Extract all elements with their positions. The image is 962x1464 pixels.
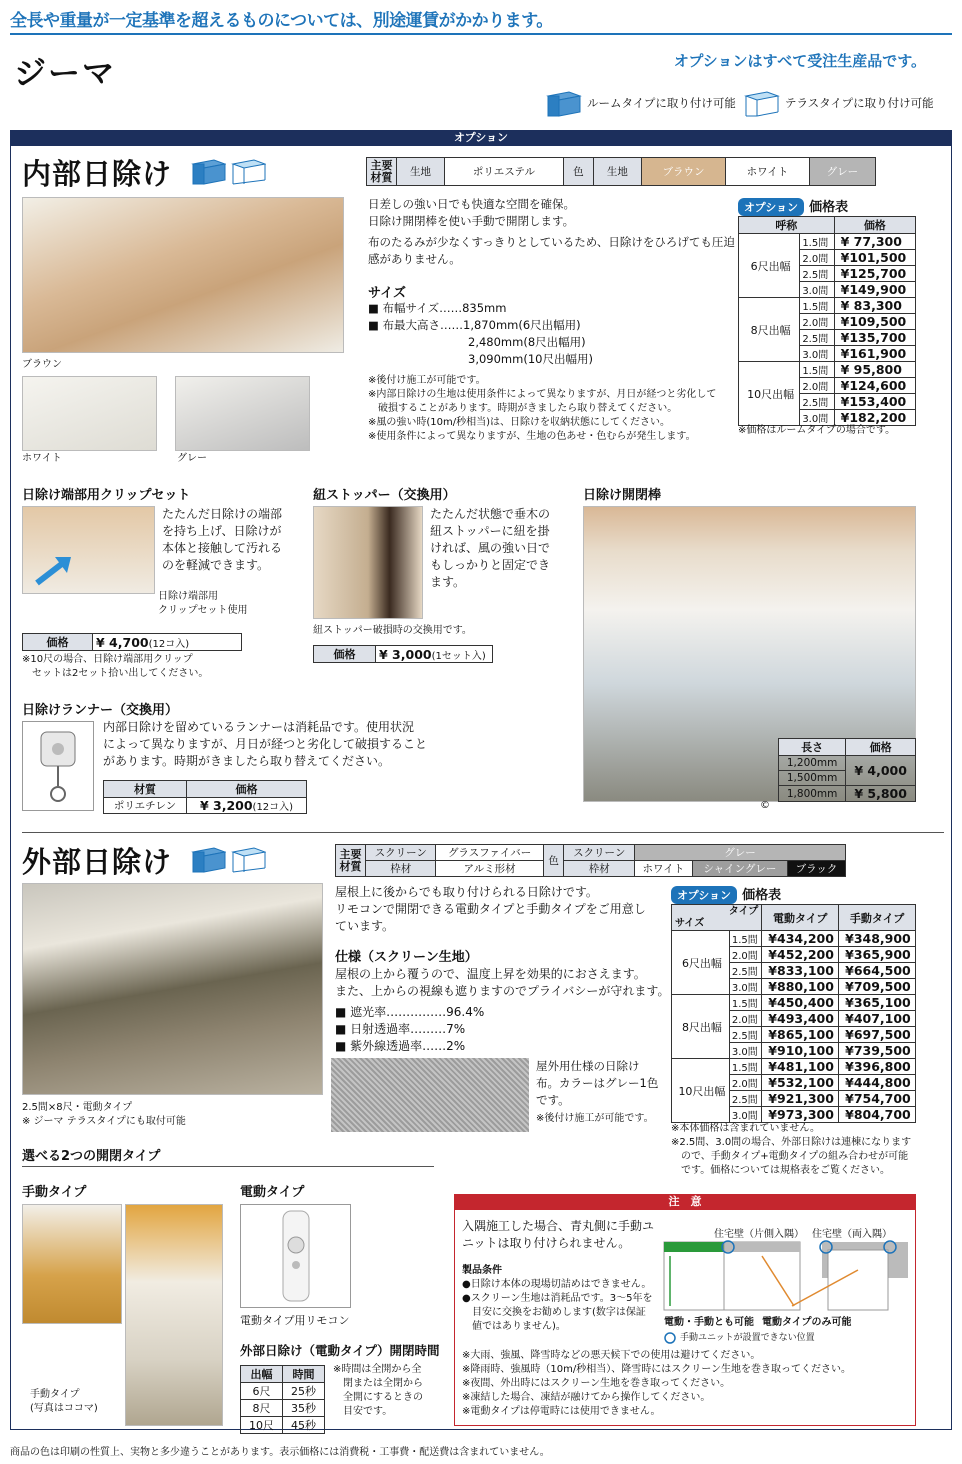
shipping-notice: 全長や重量が一定基準を超えるものについては、別途運賃がかかります。 [10,11,553,31]
size-label: 2.0間 [729,947,761,963]
size-label: 1.5間 [729,1059,761,1075]
clip-note: ※10尺の場合、日除け端部用クリップ セットは2セット拾い出してください。 [22,654,209,679]
manual-title: 手動タイプ [22,1185,87,1200]
clip-photo [22,506,155,594]
terrace-type-icon [230,844,266,874]
outer-shade-title: 外部日除け [22,845,173,879]
manual-price: ¥664,500 [839,963,916,979]
manual-price: ¥407,100 [839,1011,916,1027]
price-value: ¥ 95,800 [834,362,915,378]
blue-circle-icon [664,1332,676,1344]
size-label: 2.0間 [800,250,834,266]
gray-shade-photo [175,376,310,451]
page-title: ジーマ [14,54,117,92]
room-type-icon [545,88,583,118]
electric-title: 電動タイプ [240,1185,305,1200]
manual-unit-photo [22,1204,122,1324]
price-row [739,298,916,314]
electric-price: ¥481,100 [762,1059,839,1075]
fabric-note: ※後付け施工が可能です。 [536,1113,654,1124]
manual-price: ¥444,800 [839,1075,916,1091]
photo-label-white: ホワイト [22,453,62,464]
size-label: 3.0間 [800,282,834,298]
remote-photo [240,1204,351,1308]
caution-header: 注 意 [454,1194,916,1210]
price-row [672,1059,916,1075]
price-value: ¥135,700 [834,330,915,346]
size-label: 2.5間 [800,266,834,282]
legend-room: ルームタイプに取り付け可能 [545,88,736,118]
electric-price: ¥910,100 [762,1043,839,1059]
price-group-label: 8尺出幅 [739,298,800,362]
divider [10,33,952,35]
time-note: ※時間は全開から全 閉または全閉から 全開にするときの 目安です。 [333,1364,423,1417]
spec-desc: 屋根の上から覆うので、温度上昇を効果的におさえます。 また、上からの視線も遮りますのでプライバシーが守れます。 [335,967,670,998]
terrace-type-icon [743,88,781,118]
inner-desc: 日差しの強い日でも快適な空間を確保。 日除け開閉棒を使い手動で開閉します。 布のたるみが少なくすっきりとしているため、日除けをひろげても圧迫 感がありません。 [368,197,735,266]
time-table: 出幅 時間 6尺 25秒 8尺 35秒 10尺 45秒 [240,1365,325,1434]
runner-photo [22,721,94,811]
cord-desc: たたんだ状態で垂木の 紐ストッパーに紐を掛 ければ、風の強い日で もしっかりと固定でき ます。 [430,507,551,589]
size-label: 1.5間 [800,362,834,378]
size-title: サイズ [368,286,406,301]
electric-price: ¥493,400 [762,1011,839,1027]
price-group-label: 10尺出幅 [739,362,800,426]
price-value: ¥ 77,300 [834,234,915,250]
electric-price: ¥452,200 [762,947,839,963]
room-type-icon [190,156,226,186]
photo-label-gray: グレー [177,453,207,464]
size-label: 2.5間 [729,1027,761,1043]
price-value: ¥124,600 [834,378,915,394]
clip-price-table: 価格 ¥ 4,700(12コ入) [22,633,242,651]
electric-price: ¥450,400 [762,995,839,1011]
spec-title: 仕様（スクリーン生地） [335,950,478,965]
electric-price: ¥880,100 [762,979,839,995]
electric-price: ¥973,300 [762,1107,839,1123]
price-group-label: 8尺出幅 [672,995,730,1059]
section-divider [22,832,944,833]
inner-price-header: オプション 価格表 [738,196,848,216]
clip-title: 日除け端部用クリップセット [22,488,191,503]
runner-icon [23,722,93,810]
manual-caption: 手動タイプ (写真はココマ) [30,1389,98,1414]
manual-price: ¥739,500 [839,1043,916,1059]
outer-shade-photo [22,883,323,1095]
price-value: ¥182,200 [834,410,915,426]
inner-notes: ※後付け施工が可能です。 ※内部日除けの生地は使用条件によって異なりますが、月日が経つと劣化して 破損することがあります。時期がきましたら取り替えてください。 ※風の強い時(10m/秒相当)は、日除けを収納状態にしてください。 ※使用条件によって異なりますが、生地の色あせ・色むらが発生します。 [368,375,717,442]
size-label: 1.5間 [800,234,834,250]
condition-list: ●日除け本体の現場切詰めはできません。 ●スクリーン生地は消耗品です。3～5年を 目安に交換をお勧めします(数字は保証 値ではありません)。 [462,1279,653,1332]
copyright-mark: © [760,800,770,811]
manual-price: ¥365,100 [839,995,916,1011]
white-shade-photo [22,376,157,451]
outer-price-table: タイプ サイズ 電動タイプ 手動タイプ 6尺出幅 1.5間 ¥434,200 ¥348,900 2.0間 ¥452,200 ¥365,900 2.5間 ¥833,100 ¥664,500 3.0間 ¥880,100 ¥709,500 8尺出幅 1.5間 ¥450,400 ¥365,100 2.0間 ¥493,400 ¥407,100 2.5間 ¥865,100 ¥697,500 3.0間 ¥910,100 ¥739,500 10尺出幅 1.5間 ¥481,100 ¥396,800 2.0間 ¥532,100 ¥444,800 2.5間 ¥921,300 ¥754,700 3.0間 ¥973,300 ¥804,700 [671,904,916,1123]
price-row [739,362,916,378]
photo-label-brown: ブラウン [22,359,62,370]
manual-price: ¥754,700 [839,1091,916,1107]
rod-price-table: 長さ 価格 1,200mm ¥ 4,000 1,500mm 1,800mm ¥ 5,800 [778,738,916,802]
terrace-type-icon [230,156,266,186]
outer-desc: 屋根上に後からでも取り付けられる日除けです。 リモコンで開閉できる電動タイプと手動タイプをご用意し ています。 [335,885,646,933]
electric-price: ¥921,300 [762,1091,839,1107]
condition-title: 製品条件 [462,1265,502,1276]
size-label: 2.0間 [729,1011,761,1027]
size-list: ■ 布幅サイズ……835mm ■ 布最大高さ……1,870mm(6尺出幅用) 2,480mm(8尺出幅用) 3,090mm(10尺出幅用) [368,301,593,366]
inner-price-note: ※価格はルームタイプの場合です。 [738,425,896,436]
caution-notes: ※大雨、強風、降雪時などの悪天候下での使用は避けてください。 ※降雨時、強風時（10m/秒相当）、降雪時にはスクリーン生地を巻き取ってください。 ※夜間、外出時にはスクリーン生地を巻き取ってください。 ※凍結した場合、凍結が融けてから操作してください。 ※電動タイプは停電時には使用できません。 [462,1350,852,1417]
price-value: ¥ 83,300 [834,298,915,314]
wall-label-both-sides: 住宅壁（両入隅） [812,1229,892,1240]
size-label: 1.5間 [800,298,834,314]
manual-price: ¥396,800 [839,1059,916,1075]
wall-label-one-side: 住宅壁（片側入隅） [714,1229,804,1240]
legend-terrace: テラスタイプに取り付け可能 [743,88,934,118]
price-row [672,995,916,1011]
arrow-icon [33,557,73,587]
electric-price: ¥865,100 [762,1027,839,1043]
runner-title: 日除けランナー（交換用） [22,703,179,718]
clip-caption: 日除け端部用 クリップセット使用 [158,591,248,616]
size-label: 3.0間 [800,410,834,426]
time-title: 外部日除け（電動タイプ）開閉時間 [240,1343,440,1358]
order-note: オプションはすべて受注生産品です。 [673,52,926,70]
price-group-label: 6尺出幅 [739,234,800,298]
manual-price: ¥365,900 [839,947,916,963]
spec-rates: ■ 遮光率……………96.4% ■ 日射透過率………7% ■ 紫外線透過率……2% [335,1005,485,1053]
cord-title: 紐ストッパー（交換用） [313,488,456,503]
size-label: 2.0間 [729,1075,761,1091]
electric-price: ¥532,100 [762,1075,839,1091]
manual-operation-photo [125,1204,223,1426]
types-title: 選べる2つの開閉タイプ [22,1149,161,1164]
manual-price: ¥709,500 [839,979,916,995]
price-value: ¥161,900 [834,346,915,362]
price-value: ¥109,500 [834,314,915,330]
size-label: 2.0間 [800,378,834,394]
price-group-label: 10尺出幅 [672,1059,730,1123]
price-value: ¥101,500 [834,250,915,266]
divider [22,1166,434,1167]
runner-price-table: 材質 価格 ポリエチレン ¥ 3,200(12コ入) [103,780,307,814]
remote-caption: 電動タイプ用リモコン [240,1314,350,1327]
size-label: 3.0間 [729,1107,761,1123]
outer-photo-caption: 2.5間×8尺・電動タイプ ※ ジーマ テラスタイプにも取付可能 [22,1102,186,1127]
caution-text: 入隅施工した場合、青丸側に手動ユ ニットは取り付けられません。 [462,1219,655,1250]
electric-price: ¥833,100 [762,963,839,979]
cord-price-table: 価格 ¥ 3,000(1セット入) [313,645,493,663]
fabric-sample [331,1058,529,1132]
size-label: 3.0間 [729,1043,761,1059]
remote-icon [241,1205,350,1307]
size-label: 2.5間 [729,1091,761,1107]
fabric-desc: 屋外用仕様の日除け 布。カラーはグレー1色 です。 [536,1059,659,1107]
outer-price-notes: ※本体価格は含まれていません。 ※2.5間、3.0間の場合、外部日除けは連棟になります ので、手動タイプ+電動タイプの組み合わせが可能 です。価格については規格表をご覧ください。 [671,1123,912,1176]
price-value: ¥153,400 [834,394,915,410]
runner-desc: 内部日除けを留めているランナーは消耗品です。使用状況 によって異なりますが、月日が経つと劣化して破損すること があります。時期がきましたら取り替えてください。 [103,720,428,768]
price-group-label: 6尺出幅 [672,931,730,995]
room-type-icon [190,844,226,874]
size-label: 2.0間 [800,314,834,330]
legend-no-manual: 手動ユニットが設置できない位置 [664,1331,815,1345]
manual-price: ¥804,700 [839,1107,916,1123]
outer-price-header: オプション 価格表 [671,884,781,904]
size-label: 3.0間 [800,346,834,362]
rod-title: 日除け開閉棒 [583,488,662,503]
cord-photo [313,506,423,619]
price-value: ¥125,700 [834,266,915,282]
corner-diagram [662,1240,912,1314]
outer-material-table: 主要 材質 スクリーン グラスファイバー 色 スクリーン グレー 枠材 アルミ形材 枠材 ホワイト シャイングレー ブラック [335,844,846,877]
price-value: ¥149,900 [834,282,915,298]
legend-electric-only: 電動タイプのみ可能 [762,1317,852,1328]
size-label: 2.5間 [800,330,834,346]
legend-both-ok: 電動・手動とも可能 [664,1317,754,1328]
size-label: 2.5間 [800,394,834,410]
price-row [739,234,916,250]
electric-price: ¥434,200 [762,931,839,947]
brown-shade-photo [22,197,344,353]
size-label: 1.5間 [729,995,761,1011]
size-label: 2.5間 [729,963,761,979]
footer-note: 商品の色は印刷の性質上、実物と多少違うことがあります。表示価格には消費税・工事費・配送費は含まれていません。 [10,1447,550,1458]
cord-caption: 紐ストッパー破損時の交換用です。 [313,625,472,636]
option-header: オプション [10,130,952,146]
manual-price: ¥697,500 [839,1027,916,1043]
size-label: 3.0間 [729,979,761,995]
inner-price-table: 呼称 価格 6尺出幅 1.5間 ¥ 77,300 2.0間 ¥101,500 2.5間 ¥125,700 3.0間 ¥149,900 8尺出幅 1.5間 ¥ 83,300 2.0間 ¥109,500 2.5間 ¥135,700 3.0間 ¥161,900 10尺出幅 1.5間 ¥ 95,800 2.0間 ¥124,600 2.5間 ¥153,400 3.0間 ¥182,200 [738,216,916,426]
size-label: 1.5間 [729,931,761,947]
clip-desc: たたんだ日除けの端部 を持ち上げ、日除けが 本体と接触して汚れる のを軽減できます。 [162,507,283,572]
inner-material-table: 主要 材質 生地 ポリエステル 色 生地 ブラウン ホワイト グレー [366,157,876,186]
manual-price: ¥348,900 [839,931,916,947]
price-row [672,931,916,947]
inner-shade-title: 内部日除け [22,157,173,191]
